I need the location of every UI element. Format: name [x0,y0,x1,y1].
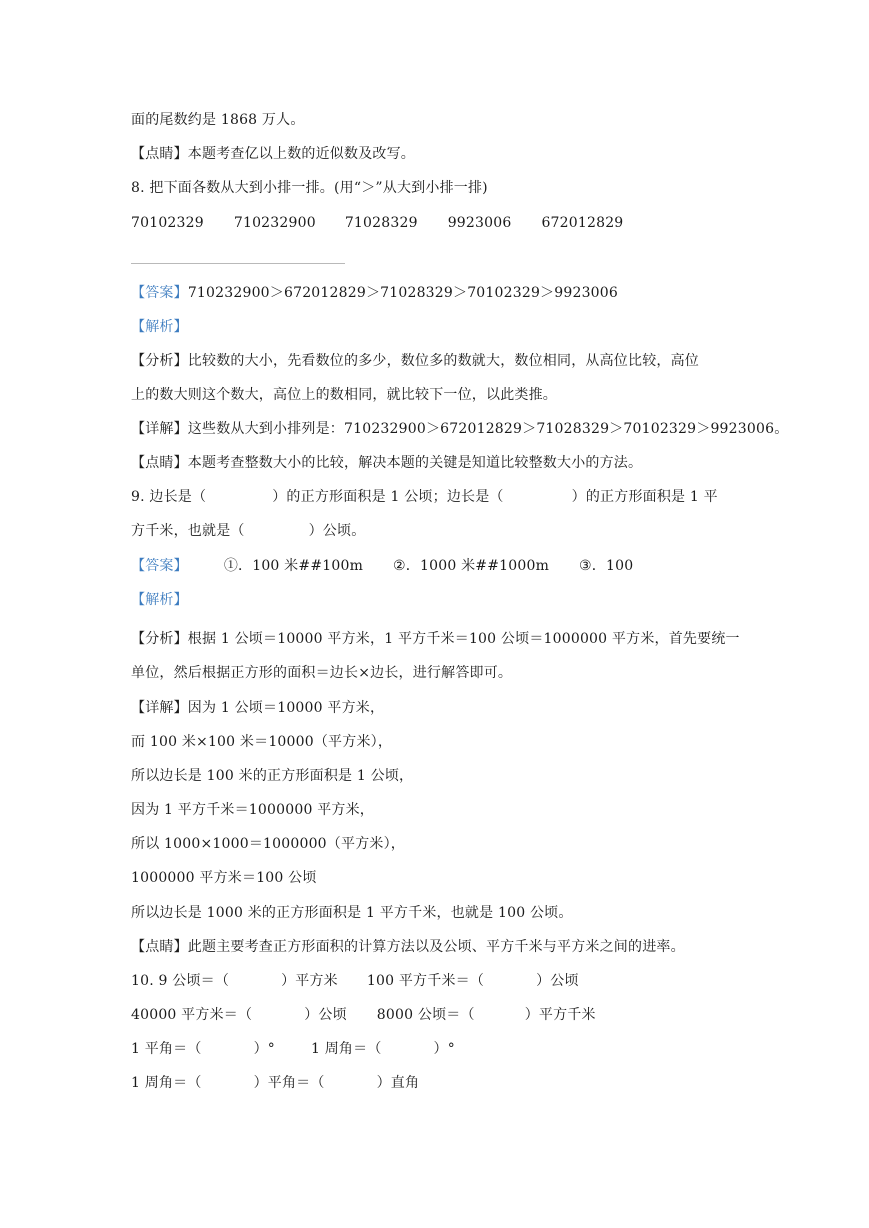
question-10-line [131,1039,455,1059]
detail-line: 所以 1000×1000＝1000000（平方米）， [131,836,405,852]
question-10-line [131,1005,596,1025]
question-text: ）的正方形面积是 1 平 [571,489,718,505]
question-10-line [131,1073,419,1093]
analysis-heading: 【解析】 [131,592,188,608]
question-8: 8. 把下面各数从大到小排一排。(用“＞”从大到小排一排) [131,180,488,196]
answer-line [131,556,633,576]
number-list [131,213,623,233]
number-item: 70102329 [131,215,204,231]
detail-line: 【详解】这些数从大到小排列是：710232900＞672012829＞71028329＞70102329＞9923006。 [131,421,789,437]
question-9-cont [131,521,365,541]
number-item: 710232900 [233,215,316,231]
question-text: 9. 边长是（ [131,489,207,505]
detail-line: 所以边长是 100 米的正方形面积是 1 公顷， [131,768,414,784]
question-text: ）° [433,1041,455,1057]
number-item: 672012829 [541,215,624,231]
text-line: 面的尾数约是 1868 万人。 [131,112,305,128]
question-text: ）平方米 [281,973,338,989]
question-10 [131,971,579,991]
answer-item: ①．100 米##100m [223,558,364,574]
analysis-line: 上的数大则这个数大，高位上的数相同，就比较下一位，以此类推。 [131,387,557,403]
detail-line: 【详解】因为 1 公顷＝10000 平方米， [131,700,385,716]
detail-line: 所以边长是 1000 米的正方形面积是 1 平方千米，也就是 100 公顷。 [131,905,573,921]
analysis-line: 【分析】比较数的大小，先看数位的多少，数位多的数就大，数位相同，从高位比较，高位 [131,353,699,369]
question-text: 1 平角＝（ [131,1041,202,1057]
detail-line: 因为 1 平方千米＝1000000 平方米， [131,802,375,818]
key-point-line: 【点睛】本题考查亿以上数的近似数及改写。 [131,146,415,162]
question-text: ）平角＝（ [253,1075,325,1091]
key-point-line: 【点睛】本题考查整数大小的比较，解决本题的关键是知道比较整数大小的方法。 [131,455,643,471]
question-text: ）的正方形面积是 1 公顷；边长是（ [272,489,504,505]
number-item: 9923006 [447,215,512,231]
question-text: 10. 9 公顷＝（ [131,973,230,989]
divider [131,263,345,264]
answer-line [131,283,618,303]
question-text: ）直角 [376,1075,420,1091]
question-text: 100 平方千米＝（ [366,973,485,989]
question-text: ）° [253,1041,275,1057]
question-text: ）公顷。 [308,523,366,539]
answer-item: ②．1000 米##1000m [393,558,550,574]
question-text: ）公顷 [304,1007,347,1023]
question-9 [131,487,718,507]
key-point-line: 【点睛】此题主要考查正方形面积的计算方法以及公顷、平方千米与平方米之间的进率。 [131,939,685,955]
question-text: 方千米，也就是（ [131,523,245,539]
answer-tag: 【答案】 [131,558,188,574]
detail-line: 1000000 平方米＝100 公顷 [131,870,317,886]
question-text: 1 周角＝（ [310,1041,382,1057]
analysis-line: 单位，然后根据正方形的面积＝边长×边长，进行解答即可。 [131,665,513,681]
analysis-line: 【分析】根据 1 公顷＝10000 平方米，1 平方千米＝100 公顷＝1000000 平方米，首先要统一 [131,631,740,647]
question-text: ）公顷 [536,973,579,989]
question-text: ）平方千米 [524,1007,596,1023]
answer-text: 710232900＞672012829＞71028329＞70102329＞9923006 [187,285,619,301]
question-text: 8000 公顷＝（ [376,1007,475,1023]
answer-tag: 【答案】 [131,285,188,301]
number-item: 71028329 [344,215,418,231]
question-text: 40000 平方米＝（ [131,1007,253,1023]
analysis-heading: 【解析】 [131,319,188,335]
detail-line: 而 100 米×100 米＝10000（平方米）， [131,734,393,750]
question-text: 1 周角＝（ [131,1075,202,1091]
answer-item: ③．100 [579,558,634,574]
